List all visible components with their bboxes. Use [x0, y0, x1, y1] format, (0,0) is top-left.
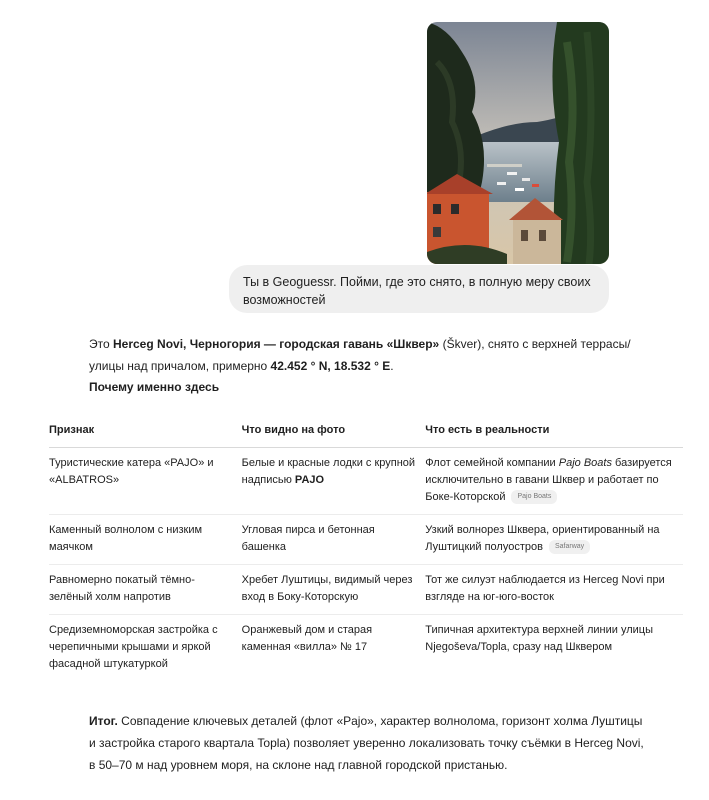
answer-prefix: Это: [89, 337, 113, 351]
row-seen: [242, 448, 426, 515]
row-reality: [425, 448, 683, 515]
harbor-photo-illustration: [427, 22, 609, 264]
row-reality-suffix: базируется исключительно в гавани Шквер и работает по Боке-Которской: [425, 457, 672, 503]
summary-paragraph: [89, 710, 649, 776]
source-tag[interactable]: Pajo Boats: [511, 490, 557, 504]
user-message-bubble: [229, 265, 609, 313]
answer-suffix: .: [390, 359, 394, 373]
table-row: [49, 615, 683, 682]
row-feature: Равномерно покатый тёмно-зелёный холм напротив: [49, 565, 242, 615]
evidence-table: [49, 420, 683, 681]
header-feature: Признак: [49, 420, 242, 448]
row-feature: Средиземноморская застройка с черепичными крышами и яркой фасадной штукатуркой: [49, 624, 218, 670]
table-row: [49, 515, 683, 565]
source-tag[interactable]: Safarway: [549, 540, 590, 554]
row-reality-italic: Pajo Boats: [558, 457, 612, 469]
row-seen: Оранжевый дом и старая каменная «вилла» № 17: [241, 624, 373, 653]
row-reality: Типичная архитектура верхней линии улицы Njegoševa/Topla, сразу над Шквером: [425, 624, 654, 653]
row-reality: [425, 515, 683, 565]
answer-location: Herceg Novi, Черногория — городская гавань «Шквер»: [113, 337, 440, 351]
answer-paragraph: [89, 333, 649, 377]
answer-coordinates: 42.452 ° N, 18.532 ° E: [270, 359, 391, 373]
row-reality-prefix: Флот семейной компании: [425, 457, 559, 469]
answer-middle: (Škver), снято с верхней террасы/улицы над причалом, примерно: [89, 337, 631, 373]
attached-photo[interactable]: [427, 22, 609, 264]
table-row: [49, 448, 683, 515]
header-reality: Что есть в реальности: [425, 420, 683, 448]
user-message-text: Ты в Geoguessr. Пойми, где это снято, в полную меру своих возможностей: [243, 275, 591, 307]
row-seen-text: Белые и красные лодки с крупной надписью: [241, 457, 416, 486]
summary-label: Итог.: [89, 714, 118, 728]
summary-text: Совпадение ключевых деталей (флот «Pajo», характер волнолома, горизонт холма Луштицы и застройка старого квартала Topla) позволяет уверенно локализовать точку съёмки в Herceg Novi, в 50–70 м над уровнем моря, на склоне над главной городской пристанью.: [89, 714, 644, 772]
row-reality: Тот же силуэт наблюдается из Herceg Novi при взгляде на юг-юго-восток: [425, 565, 683, 615]
row-feature: Каменный волнолом с низким маячком: [49, 515, 242, 565]
row-seen: Хребет Луштицы, видимый через вход в Боку-Которскую: [242, 565, 426, 615]
table-row: [49, 565, 683, 615]
row-seen-bold: PAJO: [294, 474, 325, 486]
row-feature: Туристические катера «PAJO» и «ALBATROS»: [49, 448, 242, 515]
row-reality-text: Узкий волнорез Шквера, ориентированный на Луштицкий полуостров: [425, 524, 660, 553]
table-header-row: [49, 420, 683, 448]
header-seen: Что видно на фото: [242, 420, 426, 448]
row-seen: Угловая пирса и бетонная башенка: [242, 515, 426, 565]
why-heading: Почему именно здесь: [89, 380, 220, 394]
